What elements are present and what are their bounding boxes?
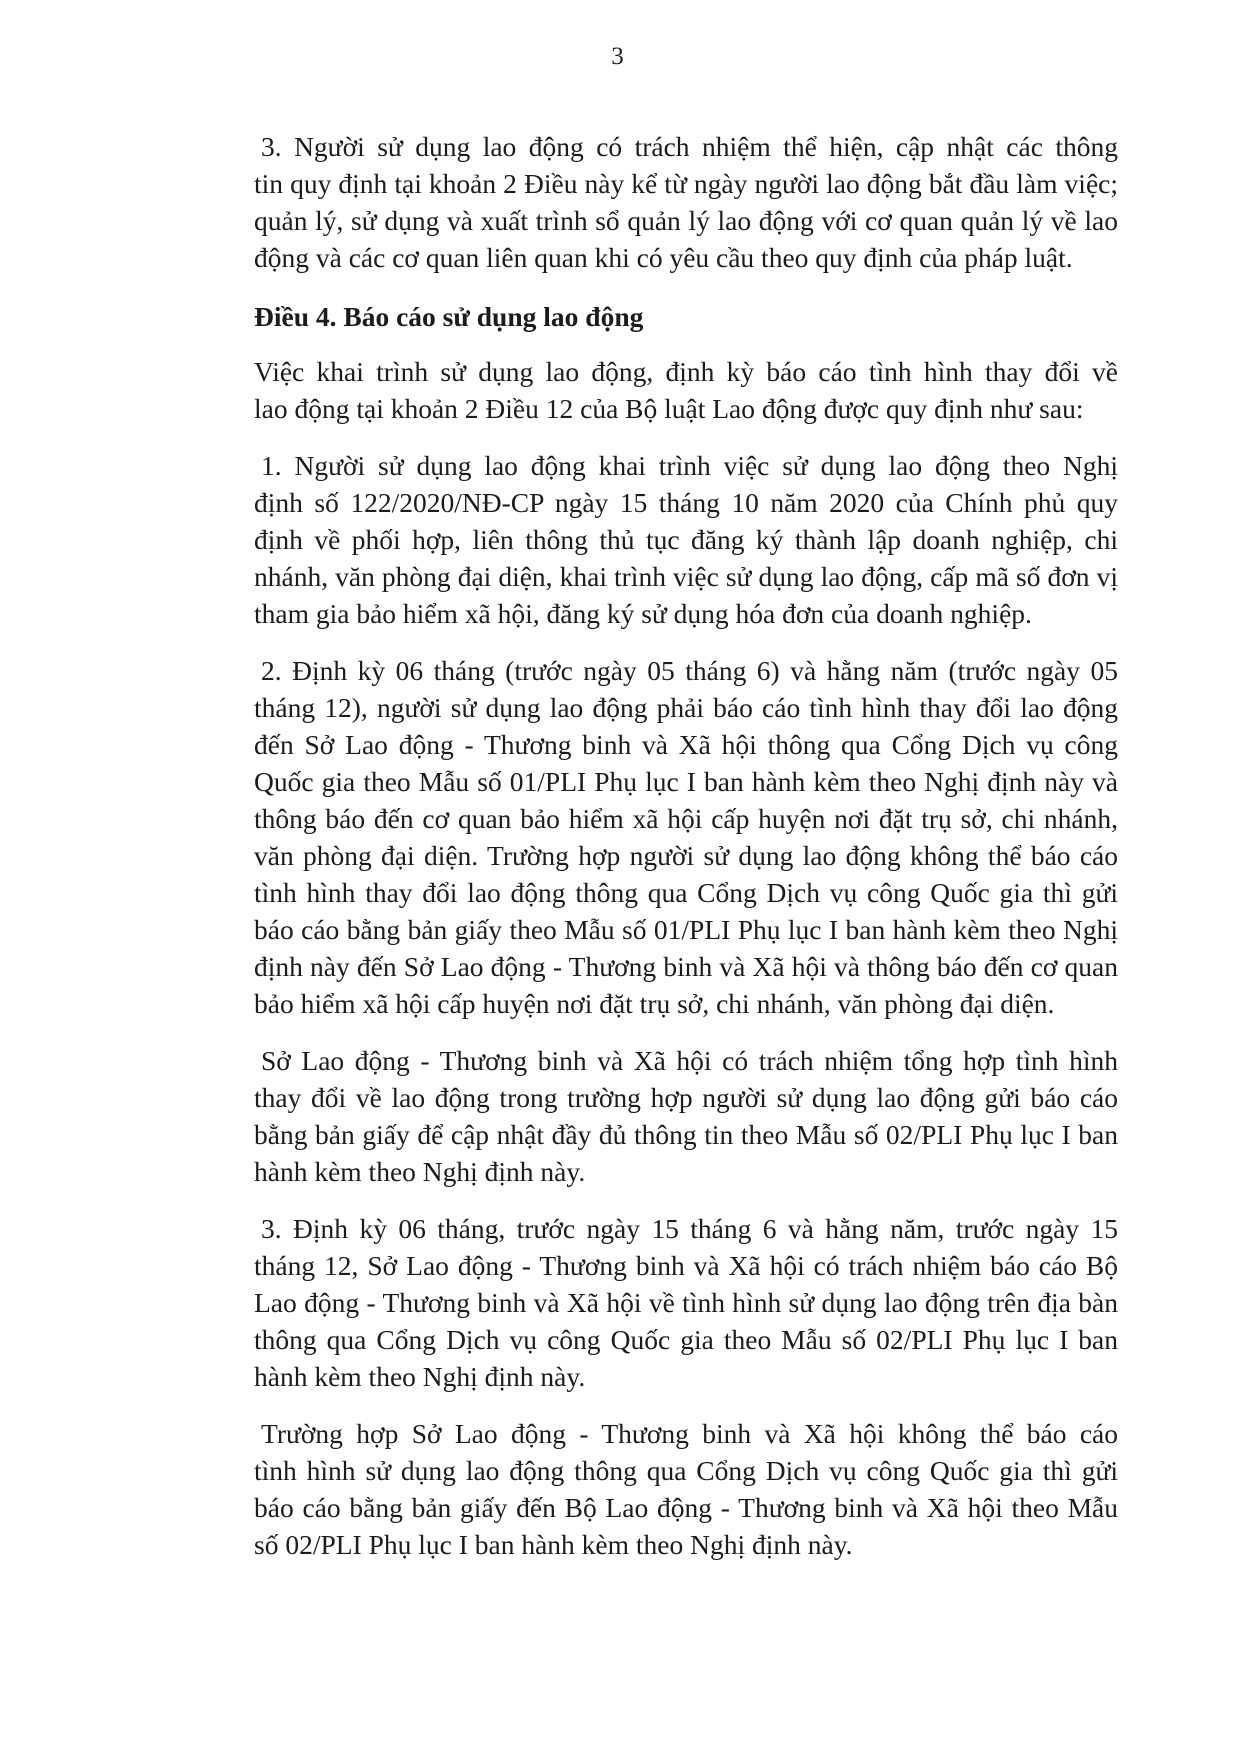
text-line: số 02/PLI Phụ lục I ban hành kèm theo Nghị định này. [254,1529,853,1560]
text-line: bảo hiểm xã hội cấp huyện nơi đặt trụ sở, chi nhánh, văn phòng đại diện. [254,988,1055,1019]
text-line: thông báo đến cơ quan bảo hiểm xã hội cấp huyện nơi đặt trụ sở, chi nhánh, [254,803,1118,834]
text-line: báo cáo bằng bản giấy đến Bộ Lao động - Thương binh và Xã hội theo Mẫu [254,1492,1118,1523]
text-line: tham gia bảo hiểm xã hội, đăng ký sử dụng hóa đơn của doanh nghiệp. [254,598,1032,629]
text-line: đến Sở Lao động - Thương binh và Xã hội thông qua Cổng Dịch vụ công [254,729,1118,760]
text-line: tình hình thay đổi lao động thông qua Cổng Dịch vụ công Quốc gia thì gửi [254,877,1118,908]
text-line: hành kèm theo Nghị định này. [254,1156,586,1187]
text-line: tình hình sử dụng lao động thông qua Cổng Dịch vụ công Quốc gia thì gửi [254,1455,1118,1486]
paragraph-intro [254,353,1118,427]
text-line: tin quy định tại khoản 2 Điều này kể từ ngày người lao động bắt đầu làm việc; [254,168,1118,199]
text-line: tháng 12, Sở Lao động - Thương binh và Xã hội có trách nhiệm báo cáo Bộ [254,1250,1118,1281]
text-line: tháng 12), người sử dụng lao động phải báo cáo tình hình thay đổi lao động [254,692,1118,723]
text-line: 1. Người sử dụng lao động khai trình việc sử dụng lao động theo Nghị [261,450,1118,481]
paragraph-clause-3-followup [254,1415,1118,1563]
text-line: văn phòng đại diện. Trường hợp người sử dụng lao động không thể báo cáo [254,840,1118,871]
article-heading [254,298,1118,335]
paragraph-clause-3-article-3 [254,128,1118,276]
text-line: hành kèm theo Nghị định này. [254,1361,586,1392]
text-line: bằng bản giấy để cập nhật đầy đủ thông tin theo Mẫu số 02/PLI Phụ lục I ban [254,1119,1118,1150]
text-line: thay đổi về lao động trong trường hợp người sử dụng lao động gửi báo cáo [254,1082,1118,1113]
text-line: động và các cơ quan liên quan khi có yêu cầu theo quy định của pháp luật. [254,242,1073,273]
text-line: báo cáo bằng bản giấy theo Mẫu số 01/PLI Phụ lục I ban hành kèm theo Nghị [254,914,1118,945]
paragraph-clause-3 [254,1210,1118,1395]
page-number: 3 [611,43,624,70]
paragraph-clause-2 [254,652,1118,1022]
text-line: Quốc gia theo Mẫu số 01/PLI Phụ lục I ban hành kèm theo Nghị định này và [254,766,1118,797]
text-line: nhánh, văn phòng đại diện, khai trình việc sử dụng lao động, cấp mã số đơn vị [254,561,1118,592]
text-line: 2. Định kỳ 06 tháng (trước ngày 05 tháng 6) và hằng năm (trước ngày 05 [261,655,1118,686]
text-line: thông qua Cổng Dịch vụ công Quốc gia theo Mẫu số 02/PLI Phụ lục I ban [254,1324,1118,1355]
text-line: Lao động - Thương binh và Xã hội về tình hình sử dụng lao động trên địa bàn [254,1287,1118,1318]
paragraph-clause-2-followup [254,1042,1118,1190]
text-line: Sở Lao động - Thương binh và Xã hội có trách nhiệm tổng hợp tình hình [261,1045,1118,1076]
article-4-title: Điều 4. Báo cáo sử dụng lao động [254,301,644,332]
paragraph-clause-1 [254,447,1118,632]
text-line: Trường hợp Sở Lao động - Thương binh và Xã hội không thể báo cáo [261,1418,1118,1449]
text-line: quản lý, sử dụng và xuất trình sổ quản lý lao động với cơ quan quản lý về lao [254,205,1118,236]
text-line: 3. Định kỳ 06 tháng, trước ngày 15 tháng 6 và hằng năm, trước ngày 15 [261,1213,1118,1244]
text-line: 3. Người sử dụng lao động có trách nhiệm thể hiện, cập nhật các thông [261,131,1118,162]
text-line: định về phối hợp, liên thông thủ tục đăng ký thành lập doanh nghiệp, chi [254,524,1118,555]
text-line: định số 122/2020/NĐ-CP ngày 15 tháng 10 năm 2020 của Chính phủ quy [254,487,1118,518]
document-body [254,128,1118,1563]
text-line: định này đến Sở Lao động - Thương binh và Xã hội và thông báo đến cơ quan [254,951,1118,982]
text-line: Việc khai trình sử dụng lao động, định kỳ báo cáo tình hình thay đổi về [254,356,1118,387]
text-line: lao động tại khoản 2 Điều 12 của Bộ luật Lao động được quy định như sau: [254,393,1084,424]
